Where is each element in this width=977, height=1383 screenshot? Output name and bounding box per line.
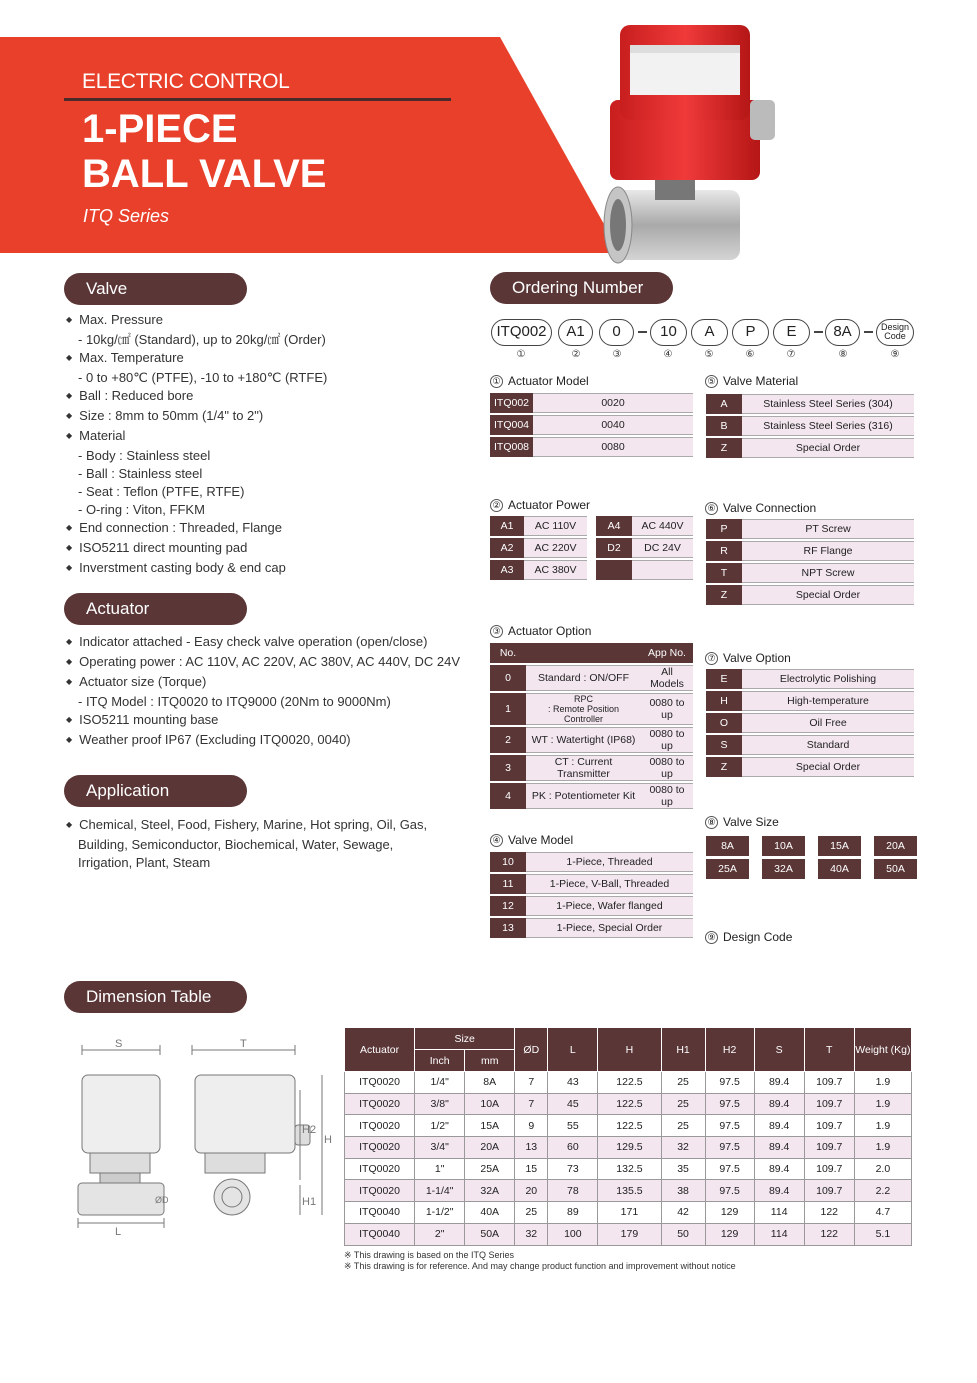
table-cell: 122.5 (598, 1093, 661, 1115)
table-cell: 97.5 (705, 1093, 754, 1115)
series-label: ITQ Series (83, 206, 170, 226)
ordering-section-header: Ordering Number (490, 272, 673, 304)
table-cell: 97.5 (705, 1158, 754, 1180)
drawing-t-label: T (240, 1038, 247, 1050)
table-cell: 40A (465, 1202, 515, 1224)
table-row (345, 1093, 912, 1115)
table-cell: 1-1/4" (415, 1180, 465, 1202)
list-item: - Seat : Teflon (PTFE, RTFE) (78, 484, 245, 499)
table-row: S Standard (706, 735, 914, 755)
table-cell: 129 (705, 1223, 754, 1245)
code-num: ⑦ (786, 349, 796, 360)
table-cell: 109.7 (804, 1137, 854, 1159)
table-cell: 78 (548, 1180, 598, 1202)
code-num: ② (571, 349, 581, 360)
code-part-size: 8A (825, 319, 860, 346)
valve-material-table (706, 392, 914, 460)
code-num: ⑧ (838, 349, 848, 360)
drawing-h2-label: H2 (302, 1124, 317, 1136)
table-cell: ITQ0040 (345, 1223, 415, 1245)
dimension-drawing (60, 1035, 340, 1250)
code-num: ① (516, 349, 526, 360)
list-item: - O-ring : Viton, FFKM (78, 502, 205, 517)
table-row (345, 1072, 912, 1094)
table-row: D2 DC 24V (596, 538, 693, 558)
list-item: ◆ ISO5211 direct mounting pad (66, 539, 327, 559)
actuator-option-title: ③ Actuator Option (490, 624, 591, 638)
table-row: 4 PK : Potentiometer Kit 0080 to up (490, 783, 693, 809)
table-cell: ITQ0040 (345, 1202, 415, 1224)
code-num: ⑥ (745, 349, 755, 360)
table-row: ITQ002 0020 (490, 393, 693, 413)
table-row: Z Special Order (706, 757, 914, 777)
actuator-power-table-right (596, 514, 693, 582)
drawing-h-label: H (324, 1134, 332, 1146)
code-part-material: A (691, 319, 728, 346)
table-row (345, 1115, 912, 1137)
table-cell: 25 (661, 1072, 705, 1094)
list-item: ◆ Operating power : AC 110V, AC 220V, AC 380V, AC 440V, DC 24V (66, 653, 460, 673)
valve-option-table (706, 667, 914, 779)
list-item: ◆ Actuator size (Torque) (66, 673, 460, 693)
code-part-valve-model: 10 (650, 319, 687, 346)
table-cell: 122.5 (598, 1115, 661, 1137)
table-cell: 109.7 (804, 1115, 854, 1137)
table-row: R RF Flange (706, 541, 914, 561)
list-item: ◆ Material (66, 427, 327, 447)
table-cell: 10A (465, 1093, 515, 1115)
table-cell: 171 (598, 1202, 661, 1224)
table-row: P PT Screw (706, 519, 914, 539)
page-title: 1-PIECE BALL VALVE (82, 107, 327, 196)
table-cell: 25 (515, 1202, 548, 1224)
design-code-title: ⑨ Design Code (705, 930, 792, 944)
table-cell: 5.1 (854, 1223, 911, 1245)
table-row (345, 1158, 912, 1180)
table-cell: 43 (548, 1072, 598, 1094)
dimension-section-header: Dimension Table (64, 981, 247, 1013)
table-cell: 2.2 (854, 1180, 911, 1202)
table-cell: 25A (465, 1158, 515, 1180)
code-num: ④ (663, 349, 673, 360)
table-cell: 25 (661, 1093, 705, 1115)
table-cell: 7 (515, 1072, 548, 1094)
table-row: 25A 32A 40A 50A (706, 859, 917, 879)
application-list (66, 816, 427, 872)
table-row: H High-temperature (706, 691, 914, 711)
table-cell: 3/8" (415, 1093, 465, 1115)
code-part-valve-option: E (773, 319, 810, 346)
table-cell: 45 (548, 1093, 598, 1115)
drawing-l-label: L (115, 1226, 122, 1238)
table-cell: 89.4 (754, 1180, 804, 1202)
list-item: Irrigation, Plant, Steam (78, 855, 211, 870)
table-cell: 60 (548, 1137, 598, 1159)
table-row: B Stainless Steel Series (316) (706, 416, 914, 436)
table-row: 1 RPC : Remote Position Controller 0080 to up (490, 693, 693, 725)
list-item: ◆ Max. Pressure (66, 311, 327, 331)
valve-section-header: Valve (64, 273, 247, 305)
table-cell: 32 (661, 1137, 705, 1159)
product-image (600, 20, 780, 270)
table-cell: 89.4 (754, 1072, 804, 1094)
list-item: - Ball : Stainless steel (78, 466, 203, 481)
code-part-design: Design Code (876, 319, 914, 346)
table-cell: 89.4 (754, 1137, 804, 1159)
list-item: - 10kg/㎠ (Standard), up to 20kg/㎠ (Order) (78, 332, 326, 347)
table-row: 10 1-Piece, Threaded (490, 852, 693, 872)
table-cell: 100 (548, 1223, 598, 1245)
dimension-notes: ※ This drawing is based on the ITQ Series ※ This drawing is for reference. And may change product function and improvement without notice (344, 1250, 736, 1271)
list-item: ◆ Size : 8mm to 50mm (1/4" to 2") (66, 407, 327, 427)
table-row: T NPT Screw (706, 563, 914, 583)
table-cell: 122 (804, 1223, 854, 1245)
table-cell: ITQ0020 (345, 1072, 415, 1094)
table-cell: 114 (754, 1223, 804, 1245)
list-item: Building, Semiconductor, Biochemical, Water, Sewage, (78, 837, 394, 852)
table-header: No. App No. (490, 643, 693, 663)
table-cell: 1.9 (854, 1072, 911, 1094)
valve-model-title: ④ Valve Model (490, 833, 573, 847)
valve-material-title: ⑤ Valve Material (705, 374, 798, 388)
table-cell: 132.5 (598, 1158, 661, 1180)
table-row: A Stainless Steel Series (304) (706, 394, 914, 414)
header-kicker: ELECTRIC CONTROL (82, 70, 290, 93)
table-row: A2 AC 220V (490, 538, 587, 558)
table-row: 0 Standard : ON/OFF All Models (490, 665, 693, 691)
table-cell: 35 (661, 1158, 705, 1180)
table-row: ITQ004 0040 (490, 415, 693, 435)
table-cell: 13 (515, 1137, 548, 1159)
table-row: 13 1-Piece, Special Order (490, 918, 693, 938)
valve-model-table (490, 850, 693, 940)
table-cell: 129 (705, 1202, 754, 1224)
list-item: ◆ Indicator attached - Easy check valve operation (open/close) (66, 633, 460, 653)
table-cell: 7 (515, 1093, 548, 1115)
table-cell: 1/2" (415, 1115, 465, 1137)
table-cell: 50 (661, 1223, 705, 1245)
valve-size-table (693, 833, 930, 882)
table-cell: 109.7 (804, 1072, 854, 1094)
table-cell: ITQ0020 (345, 1180, 415, 1202)
table-row: A3 AC 380V (490, 560, 587, 580)
table-cell: 1" (415, 1158, 465, 1180)
table-cell: 1.9 (854, 1093, 911, 1115)
valve-connection-table (706, 517, 914, 607)
table-cell: 1/4" (415, 1072, 465, 1094)
actuator-power-table-left (490, 514, 587, 582)
table-row: Z Special Order (706, 585, 914, 605)
table-cell: 1.9 (854, 1137, 911, 1159)
table-row: 3 CT : Current Transmitter 0080 to up (490, 755, 693, 781)
table-cell: 122.5 (598, 1072, 661, 1094)
code-num: ③ (612, 349, 622, 360)
table-row: 2 WT : Watertight (IP68) 0080 to up (490, 727, 693, 753)
table-cell: 97.5 (705, 1115, 754, 1137)
valve-option-title: ⑦ Valve Option (705, 651, 791, 665)
table-cell: 8A (465, 1072, 515, 1094)
table-cell: 1-1/2" (415, 1202, 465, 1224)
table-row: O Oil Free (706, 713, 914, 733)
table-cell: 2" (415, 1223, 465, 1245)
table-cell: 97.5 (705, 1137, 754, 1159)
actuator-power-title: ② Actuator Power (490, 498, 590, 512)
table-row: E Electrolytic Polishing (706, 669, 914, 689)
table-row (345, 1202, 912, 1224)
table-cell: 89.4 (754, 1115, 804, 1137)
table-cell: 3/4" (415, 1137, 465, 1159)
drawing-s-label: S (115, 1038, 123, 1050)
list-item: ◆ Chemical, Steel, Food, Fishery, Marine, Hot spring, Oil, Gas, (66, 816, 427, 836)
table-cell: 109.7 (804, 1180, 854, 1202)
table-cell: 20 (515, 1180, 548, 1202)
code-dash (814, 331, 823, 333)
table-cell: 55 (548, 1115, 598, 1137)
table-row (345, 1137, 912, 1159)
table-cell: 109.7 (804, 1158, 854, 1180)
valve-size-title: ⑧ Valve Size (705, 815, 779, 829)
table-row (345, 1223, 912, 1245)
table-cell: ITQ0020 (345, 1093, 415, 1115)
table-cell: ITQ0020 (345, 1137, 415, 1159)
actuator-section-header: Actuator (64, 593, 247, 625)
list-item: ◆ Inverstment casting body & end cap (66, 559, 327, 579)
table-cell: 1.9 (854, 1115, 911, 1137)
list-item: - ITQ Model : ITQ0020 to ITQ9000 (20Nm to 9000Nm) (78, 694, 391, 709)
table-cell: 97.5 (705, 1072, 754, 1094)
code-part-option: 0 (599, 319, 634, 346)
table-cell: 122 (804, 1202, 854, 1224)
code-num: ⑨ (890, 349, 900, 360)
table-cell: 97.5 (705, 1180, 754, 1202)
list-item: ◆ End connection : Threaded, Flange (66, 519, 327, 539)
table-row: A1 AC 110V (490, 516, 587, 536)
table-cell: 4.7 (854, 1202, 911, 1224)
code-part-connection: P (732, 319, 769, 346)
code-num: ⑤ (704, 349, 714, 360)
code-part-power: A1 (558, 319, 593, 346)
table-cell: 89.4 (754, 1158, 804, 1180)
actuator-option-table (490, 641, 693, 811)
table-row: 12 1-Piece, Wafer flanged (490, 896, 693, 916)
table-cell: 38 (661, 1180, 705, 1202)
drawing-h1-label: H1 (302, 1196, 317, 1208)
list-item: - Body : Stainless steel (78, 448, 211, 463)
actuator-model-title: ① Actuator Model (490, 374, 589, 388)
application-section-header: Application (64, 775, 247, 807)
table-cell: 109.7 (804, 1093, 854, 1115)
table-cell: 32 (515, 1223, 548, 1245)
code-dash (864, 331, 873, 333)
valve-spec-list (66, 311, 327, 579)
table-cell: 2.0 (854, 1158, 911, 1180)
table-row: 11 1-Piece, V-Ball, Threaded (490, 874, 693, 894)
table-row: A4 AC 440V (596, 516, 693, 536)
table-cell: 135.5 (598, 1180, 661, 1202)
table-cell: 9 (515, 1115, 548, 1137)
code-dash (638, 331, 647, 333)
drawing-d-label: ØD (155, 1195, 169, 1205)
table-cell: 89.4 (754, 1093, 804, 1115)
actuator-spec-list (66, 633, 460, 751)
list-item: ◆ Weather proof IP67 (Excluding ITQ0020, 0040) (66, 731, 460, 751)
table-cell: 73 (548, 1158, 598, 1180)
header-divider (64, 98, 451, 101)
table-cell: 129.5 (598, 1137, 661, 1159)
table-cell: 20A (465, 1137, 515, 1159)
list-item: ◆ Ball : Reduced bore (66, 387, 327, 407)
table-cell: 15 (515, 1158, 548, 1180)
table-cell: 42 (661, 1202, 705, 1224)
actuator-model-table (490, 391, 693, 459)
table-cell: 89 (548, 1202, 598, 1224)
table-row (345, 1180, 912, 1202)
table-cell: ITQ0020 (345, 1115, 415, 1137)
table-row: ITQ008 0080 (490, 437, 693, 457)
table-cell: ITQ0020 (345, 1158, 415, 1180)
code-part-model: ITQ002 (491, 319, 552, 346)
table-cell: 25 (661, 1115, 705, 1137)
table-cell: 15A (465, 1115, 515, 1137)
table-cell: 114 (754, 1202, 804, 1224)
list-item: - 0 to +80℃ (PTFE), -10 to +180℃ (RTFE) (78, 370, 328, 385)
list-item: ◆ ISO5211 mounting base (66, 711, 460, 731)
table-cell: 179 (598, 1223, 661, 1245)
table-row: Z Special Order (706, 438, 914, 458)
table-cell: 50A (465, 1223, 515, 1245)
table-row: 8A 10A 15A 20A (706, 836, 917, 856)
dimension-table: Actuator Size ØD L H H1 H2 S T Weight (Kg) Inch mm ITQ0020 1/4" 8A 7 43 122.5 25 97.5 89.4 109.7 1.9 ITQ0020 3/8" 10A 7 45 122.5 25 97.5 89.4 109.7 1.9 ITQ0020 1/2" 15A 9 55 122.5 25 97.5 89.4 109.7 1.9 ITQ0020 3/4" 20A 13 60 129.5 32 97.5 89.4 109.7 1.9 ITQ0020 1" 25A 15 73 132.5 35 97.5 89.4 109.7 2.0 ITQ0020 1-1/4" 32A 20 78 135.5 38 97.5 89.4 109.7 2.2 ITQ0040 1-1/2" 40A 25 89 171 42 129 114 122 4.7 ITQ0040 2" 50A 32 100 179 50 129 114 122 5.1 (344, 1027, 912, 1246)
table-row (596, 560, 693, 580)
table-cell: 32A (465, 1180, 515, 1202)
list-item: ◆ Max. Temperature (66, 349, 327, 369)
valve-connection-title: ⑥ Valve Connection (705, 501, 816, 515)
